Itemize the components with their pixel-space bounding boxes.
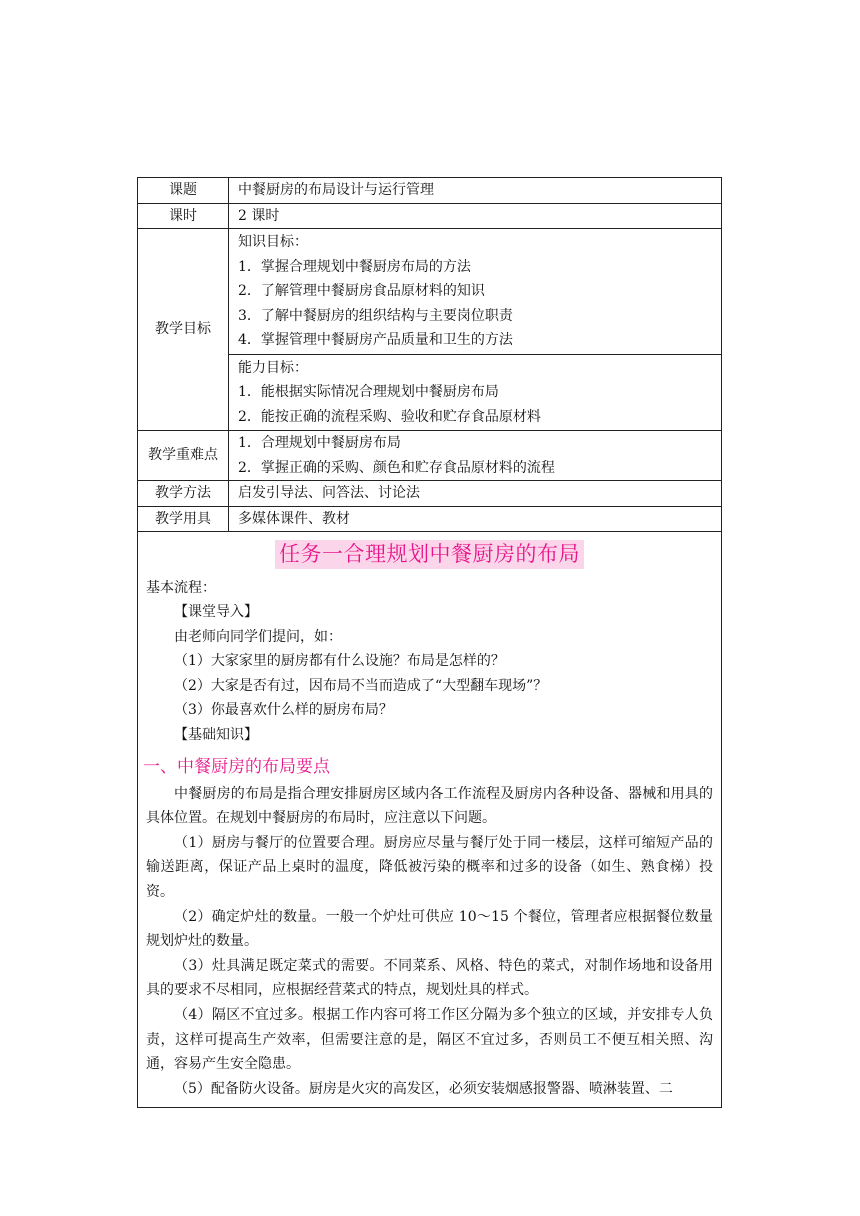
method-value: 启发引导法、问答法、讨论法 — [229, 481, 722, 507]
table-row-method — [138, 481, 722, 507]
body-paragraph: （3）灶具满足既定菜式的需要。不同菜系、风格、特色的菜式，对制作场地和设备用具的要求不尽相同，应根据经营菜式的特点，规划灶具的样式。 — [146, 957, 713, 999]
knowledge-goal-item: 3．了解中餐厨房的组织结构与主要岗位职责 — [238, 307, 513, 324]
table-row-goals — [138, 229, 722, 431]
lesson-plan-table — [137, 177, 722, 1108]
body-paragraph: 中餐厨房的布局是指合理安排厨房区域内各工作流程及厨房内各种设备、器械和用具的具体位置。在规划中餐厨房的布局时，应注意以下问题。 — [146, 785, 713, 827]
ability-goals — [229, 354, 721, 431]
key-point-item: 2．掌握正确的采购、颜色和贮存食品原材料的流程 — [238, 459, 555, 476]
basic-knowledge-heading: 【基础知识】 — [174, 727, 258, 744]
question-item: （1）大家家里的厨房都有什么设施？布局是怎样的？ — [174, 653, 505, 670]
body-paragraph: （1）厨房与餐厅的位置要合理。厨房应尽量与餐厅处于同一楼层，这样可缩短产品的输送距离，保证产品上桌时的温度，降低被污染的概率和过多的设备（如生、熟食梯）投资。 — [146, 834, 713, 901]
knowledge-goals — [238, 229, 721, 354]
ability-goal-item: 1．能根据实际情况合理规划中餐厨房布局 — [238, 384, 499, 400]
ability-goals-title: 能力目标： — [238, 359, 308, 376]
body-paragraph: （4）隔区不宜过多。根据工作内容可将工作区分隔为多个独立的区域，并安排专人负责，这样可提高生产效率，但需要注意的是，隔区不宜过多，否则员工不便互相关照、沟通，容易产生安全隐患。 — [146, 1007, 713, 1073]
topic-value: 中餐厨房的布局设计与运行管理 — [229, 178, 722, 204]
ability-goal-item: 2．能按正确的流程采购、验收和贮存食品原材料 — [238, 408, 541, 425]
knowledge-goal-item: 1．掌握合理规划中餐厨房布局的方法 — [238, 258, 471, 275]
tools-value: 多媒体课件、教材 — [229, 506, 722, 532]
lesson-plan-page — [137, 177, 722, 1108]
tools-label: 教学用具 — [138, 506, 229, 532]
basic-flow-label: 基本流程： — [146, 579, 216, 596]
goals-cell — [229, 229, 722, 431]
body-paragraph: （5）配备防火设备。厨房是火灾的高发区，必须安装烟感报警器、喷淋装置、二 — [174, 1080, 673, 1097]
task-title-wrap — [146, 540, 713, 570]
body-paragraph: （2）确定炉灶的数量。一般一个炉灶可供应 10～15 个餐位，管理者应根据餐位数量规划炉灶的数量。 — [146, 908, 713, 950]
intro-lead: 由老师向同学们提问，如： — [174, 628, 342, 645]
knowledge-goals-title: 知识目标： — [238, 234, 308, 250]
table-row-content — [138, 532, 722, 1108]
question-item: （3）你最喜欢什么样的厨房布局？ — [174, 702, 393, 719]
hours-label: 课时 — [138, 203, 229, 229]
task-title: 任务一合理规划中餐厨房的布局 — [275, 540, 584, 569]
table-row-key-points — [138, 431, 722, 481]
knowledge-goal-item: 4．掌握管理中餐厨房产品质量和卫生的方法 — [238, 332, 513, 348]
key-points-label: 教学重难点 — [138, 431, 229, 481]
goals-label: 教学目标 — [138, 229, 229, 431]
topic-label: 课题 — [138, 178, 229, 204]
section-title: 一、中餐厨房的布局要点 — [143, 756, 330, 777]
key-point-item: 1．合理规划中餐厨房布局 — [238, 435, 401, 451]
lesson-content-cell — [138, 532, 722, 1108]
method-label: 教学方法 — [138, 481, 229, 507]
key-points-cell — [229, 431, 722, 481]
table-row-topic — [138, 178, 722, 204]
knowledge-goal-item: 2．了解管理中餐厨房食品原材料的知识 — [238, 283, 485, 299]
hours-value: 2 课时 — [229, 203, 722, 229]
table-row-hours — [138, 203, 722, 229]
intro-heading: 【课堂导入】 — [174, 604, 258, 621]
table-row-tools — [138, 506, 722, 532]
question-item: （2）大家是否有过，因布局不当而造成了“大型翻车现场”？ — [174, 677, 548, 694]
